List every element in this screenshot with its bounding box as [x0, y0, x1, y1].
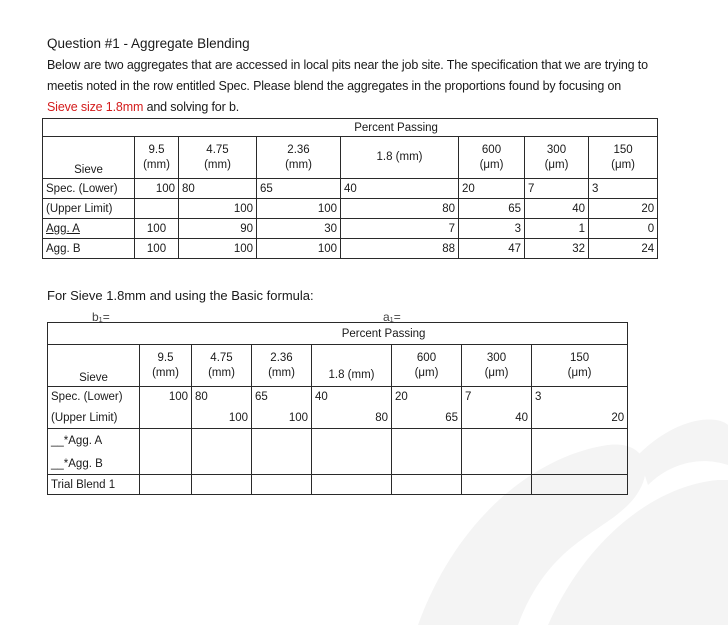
- spec-lower-2-36: 65: [252, 387, 312, 407]
- upper-limit-4-75: 100: [179, 199, 257, 219]
- agg-b-label: Agg. B: [43, 239, 135, 259]
- spec-lower-label: Spec. (Lower): [48, 387, 140, 407]
- agg-a-4-75: 90: [179, 219, 257, 239]
- agg-b-600: 47: [459, 239, 525, 259]
- trial-blend-cell[interactable]: [462, 475, 532, 495]
- agg-a-2-36: 30: [257, 219, 341, 239]
- question-text-line-3-rest: and solving for b.: [143, 100, 240, 114]
- upper-limit-600: 65: [459, 199, 525, 219]
- spec-lower-9-5: 100: [135, 179, 179, 199]
- table-row: [43, 219, 658, 239]
- agg-a-1-8: 7: [341, 219, 459, 239]
- spec-lower-4-75: 80: [192, 387, 252, 407]
- spec-lower-label: Spec. (Lower): [43, 179, 135, 199]
- trial-blend-cell[interactable]: [312, 475, 392, 495]
- upper-limit-1-8: 80: [341, 199, 459, 219]
- table-row: [48, 475, 628, 495]
- spec-lower-300: 7: [525, 179, 589, 199]
- agg-a-cell[interactable]: [252, 429, 312, 453]
- agg-a-cell[interactable]: [140, 429, 192, 453]
- upper-limit-9-5: [135, 199, 179, 219]
- sieve-150: 150 (μm): [589, 137, 658, 179]
- table-row: [48, 429, 628, 453]
- trial-blend-cell[interactable]: [192, 475, 252, 495]
- sieve-600: 600 (μm): [459, 137, 525, 179]
- spec-lower-150: 3: [532, 387, 628, 407]
- formula-instruction: For Sieve 1.8mm and using the Basic formula:: [47, 288, 314, 303]
- sieve-300: 300 (μm): [525, 137, 589, 179]
- table-row: [43, 179, 658, 199]
- agg-b-cell[interactable]: [252, 453, 312, 475]
- agg-b-blank-label: __*Agg. B: [48, 453, 140, 475]
- percent-passing-header: Percent Passing: [135, 119, 658, 137]
- agg-b-cell[interactable]: [392, 453, 462, 475]
- spec-lower-1-8: 40: [312, 387, 392, 407]
- agg-b-cell[interactable]: [532, 453, 628, 475]
- upper-limit-600: 65: [392, 407, 462, 429]
- agg-b-cell[interactable]: [192, 453, 252, 475]
- spec-lower-300: 7: [462, 387, 532, 407]
- trial-blend-cell[interactable]: [252, 475, 312, 495]
- spec-lower-4-75: 80: [179, 179, 257, 199]
- upper-limit-2-36: 100: [252, 407, 312, 429]
- upper-limit-label: (Upper Limit): [48, 407, 140, 429]
- trial-blend-cell[interactable]: [140, 475, 192, 495]
- sieve-header: Sieve: [43, 137, 135, 179]
- agg-b-2-36: 100: [257, 239, 341, 259]
- upper-limit-300: 40: [525, 199, 589, 219]
- sieve-header: Sieve: [48, 345, 140, 387]
- table-row: [48, 387, 628, 407]
- agg-b-1-8: 88: [341, 239, 459, 259]
- upper-limit-300: 40: [462, 407, 532, 429]
- spec-lower-2-36: 65: [257, 179, 341, 199]
- agg-a-cell[interactable]: [462, 429, 532, 453]
- spec-lower-9-5: 100: [140, 387, 192, 407]
- trial-blend-table: [47, 322, 628, 495]
- agg-b-cell[interactable]: [312, 453, 392, 475]
- sieve-9-5: 9.5 (mm): [140, 345, 192, 387]
- gradation-table: [42, 118, 658, 259]
- question-text-line-2: meetis noted in the row entitled Spec. Please blend the aggregates in the proportions found by focusing on: [47, 79, 622, 93]
- sieve-300: 300 (μm): [462, 345, 532, 387]
- upper-limit-1-8: 80: [312, 407, 392, 429]
- sieve-1-8: 1.8 (mm): [312, 345, 392, 387]
- agg-a-blank-label: __*Agg. A: [48, 429, 140, 453]
- agg-a-label: Agg. A: [43, 219, 135, 239]
- trial-blend-cell[interactable]: [532, 475, 628, 495]
- spec-lower-150: 3: [589, 179, 658, 199]
- agg-a-cell[interactable]: [312, 429, 392, 453]
- agg-a-cell[interactable]: [392, 429, 462, 453]
- trial-blend-label: Trial Blend 1: [48, 475, 140, 495]
- upper-limit-label: (Upper Limit): [43, 199, 135, 219]
- question-text-line-3: [47, 100, 239, 114]
- header-corner: [43, 119, 135, 137]
- highlight-sieve-size: Sieve size 1.8mm: [47, 100, 144, 114]
- agg-b-4-75: 100: [179, 239, 257, 259]
- agg-a-300: 1: [525, 219, 589, 239]
- agg-a-cell[interactable]: [532, 429, 628, 453]
- sieve-9-5: 9.5 (mm): [135, 137, 179, 179]
- agg-a-cell[interactable]: [192, 429, 252, 453]
- sieve-150: 150 (μm): [532, 345, 628, 387]
- table-row: [48, 453, 628, 475]
- table-row: [43, 199, 658, 219]
- a-value-label: a₁=: [383, 310, 401, 324]
- upper-limit-9-5: [140, 407, 192, 429]
- agg-b-9-5: 100: [135, 239, 179, 259]
- upper-limit-2-36: 100: [257, 199, 341, 219]
- percent-passing-header: Percent Passing: [140, 323, 628, 345]
- agg-a-150: 0: [589, 219, 658, 239]
- sieve-4-75: 4.75 (mm): [179, 137, 257, 179]
- sieve-1-8: 1.8 (mm): [341, 137, 459, 179]
- question-title: Question #1 - Aggregate Blending: [47, 36, 250, 51]
- agg-b-cell[interactable]: [140, 453, 192, 475]
- question-text-line-1: Below are two aggregates that are accessed in local pits near the job site. The specification that we are trying to: [47, 58, 648, 72]
- agg-b-150: 24: [589, 239, 658, 259]
- agg-a-600: 3: [459, 219, 525, 239]
- table-row: [48, 407, 628, 429]
- upper-limit-150: 20: [532, 407, 628, 429]
- sieve-2-36: 2.36 (mm): [252, 345, 312, 387]
- table-row: [43, 239, 658, 259]
- agg-b-cell[interactable]: [462, 453, 532, 475]
- header-corner: [48, 323, 140, 345]
- upper-limit-4-75: 100: [192, 407, 252, 429]
- sieve-2-36: 2.36 (mm): [257, 137, 341, 179]
- trial-blend-cell[interactable]: [392, 475, 462, 495]
- b-value-label: b₁=: [92, 310, 110, 324]
- upper-limit-150: 20: [589, 199, 658, 219]
- agg-a-9-5: 100: [135, 219, 179, 239]
- spec-lower-1-8: 40: [341, 179, 459, 199]
- sieve-600: 600 (μm): [392, 345, 462, 387]
- spec-lower-600: 20: [392, 387, 462, 407]
- sieve-4-75: 4.75 (mm): [192, 345, 252, 387]
- spec-lower-600: 20: [459, 179, 525, 199]
- agg-b-300: 32: [525, 239, 589, 259]
